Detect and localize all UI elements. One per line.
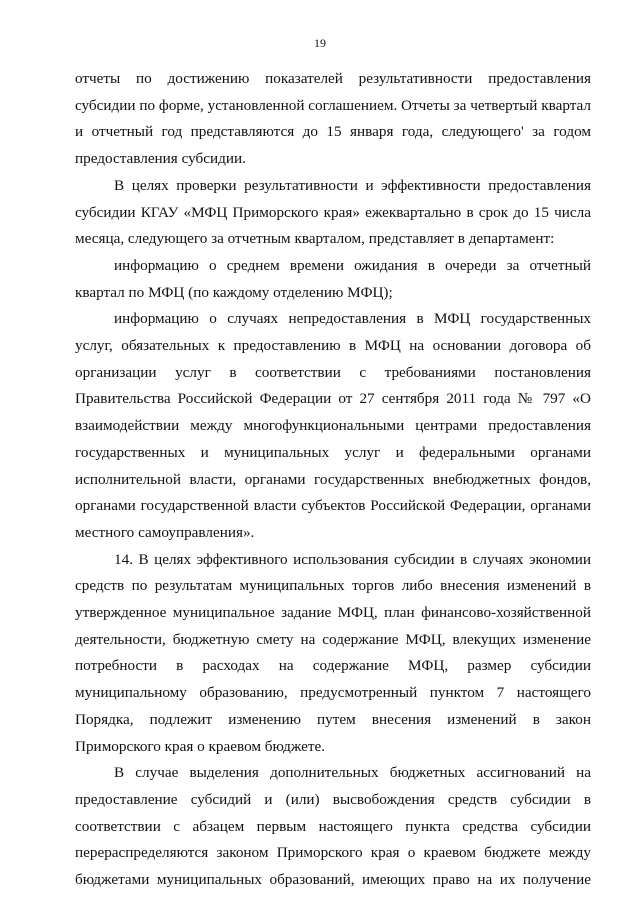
paragraph-waiting-time-info: информацию о среднем времени ожидания в очереди за отчетный квартал по МФЦ (по каждому отделению МФЦ); <box>75 256 591 301</box>
paragraph-non-provision-info: информацию о случаях непредоставления в МФЦ государственных услуг, обязательных к предоставлению в МФЦ на основании договора об организации услуг в соответствии с требованиями постановления Правительства Российской Федерации от 27 сентября 2011 года № 797 «О взаимодействии между многофункциональными центрами предоставления государственных и муниципальных услуг и федеральными органами исполнительной власти, органами государственных внебюджетных фондов, органами государственной власти субъектов Российской Федерации, органами местного самоуправления». <box>75 310 591 541</box>
document-body <box>75 66 591 894</box>
page-number: 19 <box>314 36 326 50</box>
paragraph-reports-deadline: отчеты по достижению показателей результативности предоставления субсидии по форме, установленной соглашением. Отчеты за четвертый квартал и отчетный год представляются до 15 января года, следующего' за годом предоставления субсидии. <box>75 70 591 168</box>
paragraph-effectiveness-check: В целях проверки результативности и эффективности предоставления субсидии КГАУ «МФЦ Приморского края» ежеквартально в срок до 15 числа месяца, следующего за отчетным кварталом, представляет в департамент: <box>75 176 591 248</box>
paragraph-item-14: 14. В целях эффективного использования субсидии в случаях экономии средств по результатам муниципальных торгов либо внесения изменений в утвержденное муниципальное задание МФЦ, план финансово-хозяйственной деятельности, бюджетную смету на содержание МФЦ, влекущих изменение потребности в расходах на содержание МФЦ, размер субсидии муниципальному образованию, предусмотренный пунктом 7 настоящего Порядка, подлежит изменению путем внесения изменений в закон Приморского края о краевом бюджете. <box>75 550 591 755</box>
paragraph-additional-allocations: В случае выделения дополнительных бюджетных ассигнований на предоставление субсидий и (или) высвобождения средств субсидии в соответствии с абзацем первым настоящего пункта средства субсидии перераспределяются законом Приморского края о краевом бюджете между бюджетами муниципальных образований, имеющих право на их получение <box>75 764 591 889</box>
